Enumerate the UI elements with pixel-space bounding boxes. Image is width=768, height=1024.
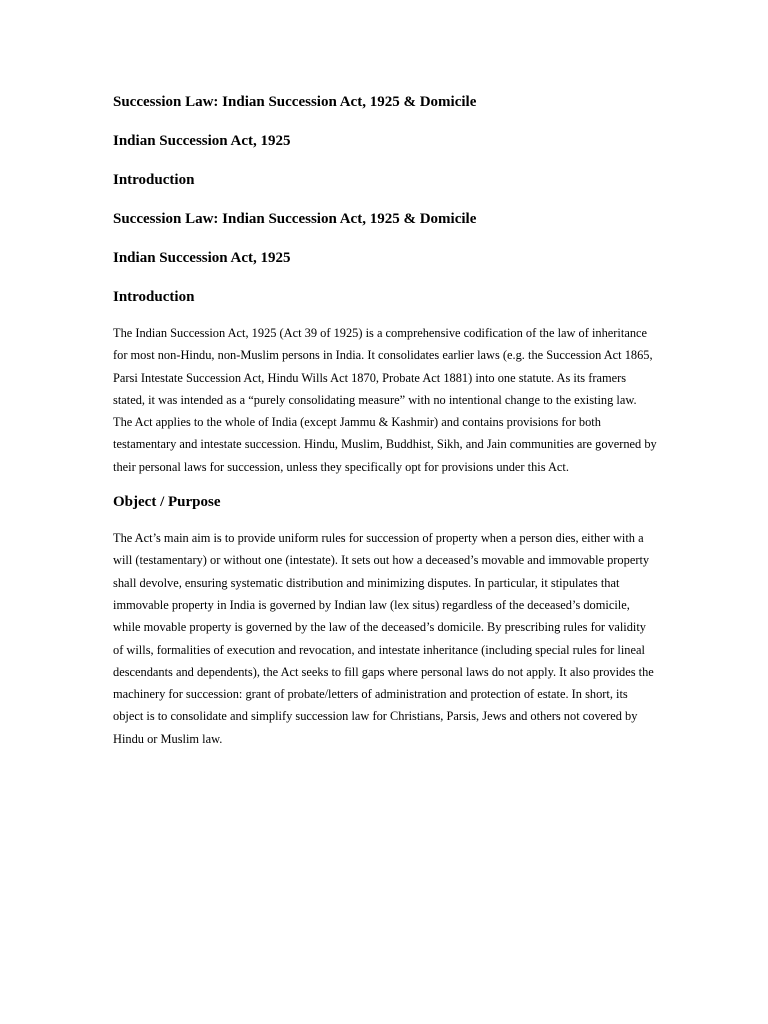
object-purpose-heading: Object / Purpose [113, 494, 221, 511]
introduction-heading: Introduction [113, 172, 195, 188]
act-heading-repeat: Indian Succession Act, 1925 [113, 250, 291, 266]
document-page [113, 91, 658, 750]
object-purpose-paragraph: The Act’s main aim is to provide uniform rules for succession of property when a person dies, either with a will (testamentary) or without one (intestate). It sets out how a deceased’s movable and immovable property shall devolve, ensuring systematic distribution and minimizing disputes. In particular, it stipulates that immovable property in India is governed by Indian law (lex situs) regardless of the deceased’s domicile, while movable property is governed by the law of the deceased’s domicile. By prescribing rules for validity of wills, formalities of execution and revocation, and intestate inheritance (including special rules for lineal descendants and dependents), the Act seeks to fill gaps where personal laws do not apply. It also provides the machinery for succession: grant of probate/letters of administration and protection of estate. In short, its object is to consolidate and simplify succession law for Christians, Parsis, Jews and others not covered by Hindu or Muslim law. [113, 531, 654, 746]
introduction-heading-repeat: Introduction [113, 289, 195, 305]
document-title-repeat: Succession Law: Indian Succession Act, 1925 & Domicile [113, 211, 477, 227]
introduction-paragraph: The Indian Succession Act, 1925 (Act 39 of 1925) is a comprehensive codification of the law of inheritance for most non-Hindu, non-Muslim persons in India. It consolidates earlier laws (e.g. the Succession Act 1865, Parsi Intestate Succession Act, Hindu Wills Act 1870, Probate Act 1881) into one statute. As its framers stated, it was intended as a “purely consolidating measure” with no intentional change to the existing law. The Act applies to the whole of India (except Jammu & Kashmir) and contains provisions for both testamentary and intestate succession. Hindu, Muslim, Buddhist, Sikh, and Jain communities are governed by their personal laws for succession, unless they specifically opt for provisions under this Act. [113, 326, 657, 474]
document-title: Succession Law: Indian Succession Act, 1925 & Domicile [113, 94, 477, 110]
act-heading: Indian Succession Act, 1925 [113, 133, 291, 149]
